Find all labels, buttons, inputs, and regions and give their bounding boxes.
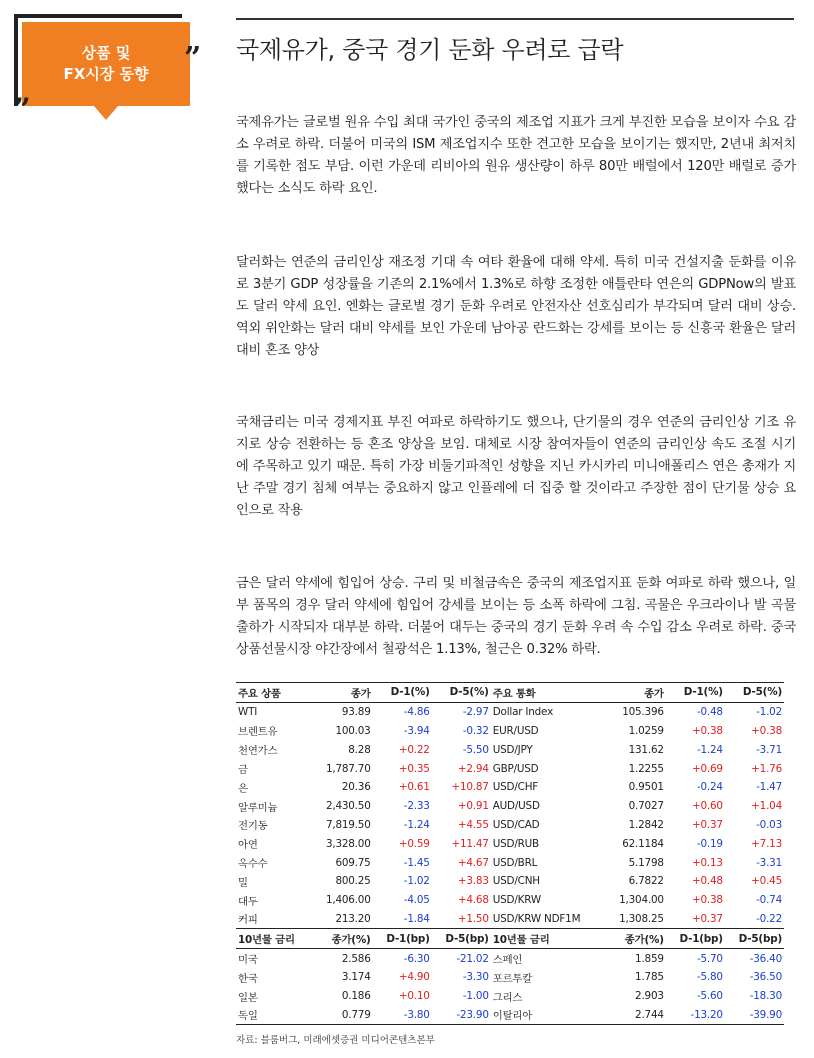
table-cell: -1.45 xyxy=(403,856,430,869)
paragraph-bonds: 국채금리는 미국 경제지표 부진 여파로 하락하기도 했으나, 단기물의 경우 연준의 금리인상 기조 유지로 상승 전환하는 등 혼조 양상을 보임. 대체로 시장 참여자들이 연준의 금리인상 속도 조절 시기에 주목하고 있기 때문. 특히 가장 비둘기파적인 성향을 지닌 카시카리 미니애폴리스 연은 총재가 지난 주말 경기 침체 여부는 중요하지 않고 인플레에 더 집중 할 것이라고 주장한 점이 단기물 상승 요인으로 작용 xyxy=(236,415,796,518)
table-cell: 그리스 xyxy=(492,991,523,1004)
table-cell: 아연 xyxy=(238,839,258,852)
table-row xyxy=(236,759,784,778)
table-cell: 7,819.50 xyxy=(325,818,371,831)
table-cell: +0.59 xyxy=(398,837,430,850)
quote-close-icon: ” xyxy=(184,41,202,76)
column-header: 종가(%) xyxy=(605,929,666,949)
table-cell: 0.7027 xyxy=(628,800,664,813)
table-cell: +0.37 xyxy=(692,912,723,925)
column-header: 종가(%) xyxy=(312,929,373,949)
table-cell: -39.90 xyxy=(725,1006,784,1025)
table-cell: USD/CNH xyxy=(492,875,540,888)
table-cell: 1,406.00 xyxy=(325,894,371,907)
table-cell: +0.38 xyxy=(692,724,723,737)
table-cell: -0.74 xyxy=(756,894,782,907)
table-cell: 알루미늄 xyxy=(238,801,278,814)
table-cell: -18.30 xyxy=(749,990,782,1003)
table-cell: -0.32 xyxy=(462,724,489,737)
table-cell: 전기동 xyxy=(238,820,268,833)
table-row xyxy=(236,778,784,797)
table-cell: +0.35 xyxy=(398,762,430,775)
table-row xyxy=(236,987,784,1006)
table-cell: +0.13 xyxy=(692,856,723,869)
badge-line-2: FX시장 동향 xyxy=(63,65,149,83)
table-cell: 0.9501 xyxy=(628,781,664,794)
table-cell: 2.903 xyxy=(635,990,664,1003)
table-cell: 1,304.00 xyxy=(619,894,664,907)
table-cell: 1.2842 xyxy=(628,818,664,831)
table-cell: 2.744 xyxy=(605,1006,666,1025)
table-cell: 커피 xyxy=(238,914,258,927)
table-cell: -0.19 xyxy=(696,837,723,850)
paragraph-fx: 달러화는 연준의 금리인상 재조정 기대 속 여타 환율에 대해 약세. 특히 미국 건설지출 둔화를 이유로 3분기 GDP 성장률을 기존의 2.1%에서 1.3%로 하향 조정한 애틀란타 연은의 GDPNow의 발표도 달러 약세 요인. 엔화는 글로벌 경기 둔화 우려로 안전자산 선호심리가 부각되며 달러 대비 상승. 역외 위안화는 달러 대비 약세를 보인 가운데 남아공 란드화는 강세를 보이는 등 신흥국 환율은 달러 대비 혼조 양상 xyxy=(236,255,796,358)
table-cell: -3.94 xyxy=(403,724,430,737)
table-cell: +0.91 xyxy=(457,800,489,813)
badge-tail xyxy=(94,106,118,120)
table-cell: -13.20 xyxy=(666,1006,725,1025)
source-note: 자료: 블룸버그, 미래에셋증권 미디어콘텐츠본부 xyxy=(236,1035,435,1046)
table-cell: 213.20 xyxy=(335,912,371,925)
badge-line-1: 상품 및 xyxy=(81,44,131,62)
table-cell: 0.186 xyxy=(341,990,371,1003)
table-cell: -6.30 xyxy=(403,952,430,965)
column-header: 주요 상품 xyxy=(236,683,312,703)
table-cell: Dollar Index xyxy=(492,706,554,719)
table-cell: +7.13 xyxy=(751,837,782,850)
table-row xyxy=(236,797,784,816)
table-cell: 3.174 xyxy=(341,971,371,984)
table-cell: +11.47 xyxy=(451,837,489,850)
table-cell: +3.83 xyxy=(457,875,489,888)
table-cell: -3.71 xyxy=(756,743,782,756)
table-row xyxy=(236,702,784,721)
table-cell: -1.47 xyxy=(756,781,782,794)
table-cell: 1,308.25 xyxy=(619,912,664,925)
table-cell: 1.785 xyxy=(635,971,664,984)
table-cell: +10.87 xyxy=(451,781,489,794)
paragraph-oil: 국제유가는 글로벌 원유 수입 최대 국가인 중국의 제조업 지표가 크게 부진한 모습을 보이자 수요 감소 우려로 하락. 더불어 미국의 ISM 제조업지수 또한 견고한 모습을 보이기는 했지만, 2년내 최저치를 기록한 점도 부담. 이런 가운데 리비아의 원유 생산량이 하루 80만 배럴에서 120만 배럴로 증가했다는 소식도 하락 요인. xyxy=(236,115,796,196)
table-cell: 800.25 xyxy=(335,875,371,888)
table-cell: +1.76 xyxy=(751,762,782,775)
column-header: 주요 통화 xyxy=(491,683,605,703)
table-cell: -36.40 xyxy=(749,952,782,965)
column-header: 10년물 금리 xyxy=(236,929,312,949)
table-cell: -0.48 xyxy=(696,706,723,719)
table-cell: USD/KRW NDF1M xyxy=(492,912,581,925)
table-cell: +1.04 xyxy=(751,800,782,813)
table-cell: 은 xyxy=(238,782,248,795)
table-cell: 금 xyxy=(238,764,248,777)
table-row xyxy=(236,910,784,929)
table-cell: GBP/USD xyxy=(492,762,539,775)
table-row xyxy=(236,1006,784,1025)
column-header: D-1(bp) xyxy=(373,929,432,949)
table-cell: +0.60 xyxy=(692,800,723,813)
table-cell: -0.03 xyxy=(756,818,782,831)
table-cell: -0.22 xyxy=(756,912,782,925)
table-cell: 105.396 xyxy=(622,706,664,719)
table-cell: -1.24 xyxy=(696,743,723,756)
table-cell: -1.02 xyxy=(756,706,782,719)
table-row xyxy=(236,853,784,872)
table-row xyxy=(236,722,784,741)
table-row xyxy=(236,968,784,987)
table-cell: 브렌트유 xyxy=(238,726,278,739)
table-row xyxy=(236,816,784,835)
column-header: 종가 xyxy=(605,683,666,703)
table-cell: -1.00 xyxy=(462,990,489,1003)
table-cell: 6.7822 xyxy=(628,875,664,888)
table-cell: -1.02 xyxy=(403,875,430,888)
table-row xyxy=(236,834,784,853)
table-cell: +4.55 xyxy=(457,818,489,831)
column-header: 종가 xyxy=(312,683,373,703)
table-cell: 미국 xyxy=(238,954,258,967)
table-cell: -21.02 xyxy=(456,952,489,965)
table-cell: +0.22 xyxy=(398,743,430,756)
column-header: D-5(%) xyxy=(725,683,784,703)
section-badge xyxy=(14,14,202,118)
table-cell: -5.80 xyxy=(696,971,723,984)
table-cell: USD/KRW xyxy=(492,894,541,907)
table-cell: 3,328.00 xyxy=(325,837,371,850)
table-cell: 밀 xyxy=(238,876,248,889)
column-header: D-5(bp) xyxy=(432,929,491,949)
table-cell: 100.03 xyxy=(335,724,371,737)
table-cell: -3.30 xyxy=(462,971,489,984)
table-cell: -5.70 xyxy=(696,952,723,965)
table-cell: USD/RUB xyxy=(492,837,539,850)
table-cell: -36.50 xyxy=(749,971,782,984)
table-cell: -3.80 xyxy=(373,1006,432,1025)
quote-open-icon: „ xyxy=(14,75,32,110)
table-cell: 대두 xyxy=(238,895,258,908)
table-cell: 이탈리아 xyxy=(491,1006,605,1025)
table-cell: AUD/USD xyxy=(492,800,540,813)
table-cell: +0.48 xyxy=(692,875,723,888)
table-cell: +1.50 xyxy=(457,912,489,925)
table-cell: USD/JPY xyxy=(492,743,533,756)
table-cell: -5.60 xyxy=(696,990,723,1003)
table-cell: 1,787.70 xyxy=(325,762,371,775)
table-cell: 한국 xyxy=(238,972,258,985)
table-header-row xyxy=(236,683,784,703)
table-cell: 1.859 xyxy=(635,952,664,965)
table-cell: WTI xyxy=(238,706,258,719)
market-table xyxy=(236,682,784,1025)
badge-box xyxy=(22,22,190,106)
table-cell: +4.68 xyxy=(457,894,489,907)
table-cell: +0.10 xyxy=(398,990,430,1003)
table-cell: -23.90 xyxy=(432,1006,491,1025)
table-header-row xyxy=(236,929,784,949)
table-cell: 포르투칼 xyxy=(492,972,533,985)
table-cell: -3.31 xyxy=(756,856,782,869)
column-header: D-1(%) xyxy=(373,683,432,703)
table-cell: -4.05 xyxy=(403,894,430,907)
table-cell: EUR/USD xyxy=(492,724,539,737)
table-row xyxy=(236,949,784,968)
table-cell: 독일 xyxy=(236,1006,312,1025)
table-cell: 2.586 xyxy=(341,952,371,965)
table-cell: 1.0259 xyxy=(628,724,664,737)
table-row xyxy=(236,740,784,759)
table-cell: 일본 xyxy=(238,991,258,1004)
table-cell: +4.90 xyxy=(398,971,430,984)
table-cell: 옥수수 xyxy=(238,858,268,871)
table-cell: 20.36 xyxy=(341,781,371,794)
table-cell: +0.69 xyxy=(692,762,723,775)
table-cell: -2.33 xyxy=(403,800,430,813)
table-cell: 93.89 xyxy=(341,706,371,719)
table-cell: 131.62 xyxy=(628,743,664,756)
table-cell: +0.61 xyxy=(398,781,430,794)
table-cell: 609.75 xyxy=(335,856,371,869)
table-cell: 0.779 xyxy=(312,1006,373,1025)
table-cell: 스페인 xyxy=(492,954,523,967)
table-cell: +0.38 xyxy=(692,894,723,907)
page-title: 국제유가, 중국 경기 둔화 우려로 급락 xyxy=(236,36,624,64)
table-cell: USD/CHF xyxy=(492,781,539,794)
table-row xyxy=(236,872,784,891)
table-cell: 2,430.50 xyxy=(325,800,371,813)
table-cell: +0.45 xyxy=(751,875,782,888)
paragraph-metals: 금은 달러 약세에 힘입어 상승. 구리 및 비철금속은 중국의 제조업지표 둔화 여파로 하락 했으나, 일부 품목의 경우 달러 약세에 힘입어 강세를 보이는 등 소폭 하락에 그침. 곡물은 우크라이나 발 곡물 출하가 시작되자 대부분 하락. 더불어 대두는 중국의 경기 둔화 우려 속 수입 감소 우려로 하락. 중국 상품선물시장 야간장에서 철광석은 1.13%, 철근은 0.32% 하락. xyxy=(236,576,796,657)
table-row xyxy=(236,891,784,910)
column-header: D-1(bp) xyxy=(666,929,725,949)
title-rule xyxy=(236,18,794,20)
column-header: D-5(%) xyxy=(432,683,491,703)
column-header: D-5(bp) xyxy=(725,929,784,949)
table-cell: -1.84 xyxy=(403,912,430,925)
table-cell: -5.50 xyxy=(462,743,489,756)
table-cell: -4.86 xyxy=(403,706,430,719)
table-cell: -0.24 xyxy=(696,781,723,794)
column-header: D-1(%) xyxy=(666,683,725,703)
table-cell: 1.2255 xyxy=(628,762,664,775)
column-header: 10년물 금리 xyxy=(491,929,605,949)
table-cell: USD/CAD xyxy=(492,818,540,831)
table-cell: -1.24 xyxy=(403,818,430,831)
table-cell: 8.28 xyxy=(348,743,371,756)
table-cell: +2.94 xyxy=(457,762,489,775)
table-cell: +0.38 xyxy=(751,724,782,737)
table-cell: 5.1798 xyxy=(628,856,664,869)
table-cell: -2.97 xyxy=(462,706,489,719)
table-cell: +0.37 xyxy=(692,818,723,831)
table-cell: 62.1184 xyxy=(622,837,664,850)
table-cell: USD/BRL xyxy=(492,856,538,869)
table-cell: +4.67 xyxy=(457,856,489,869)
table-cell: 천연가스 xyxy=(238,745,278,758)
